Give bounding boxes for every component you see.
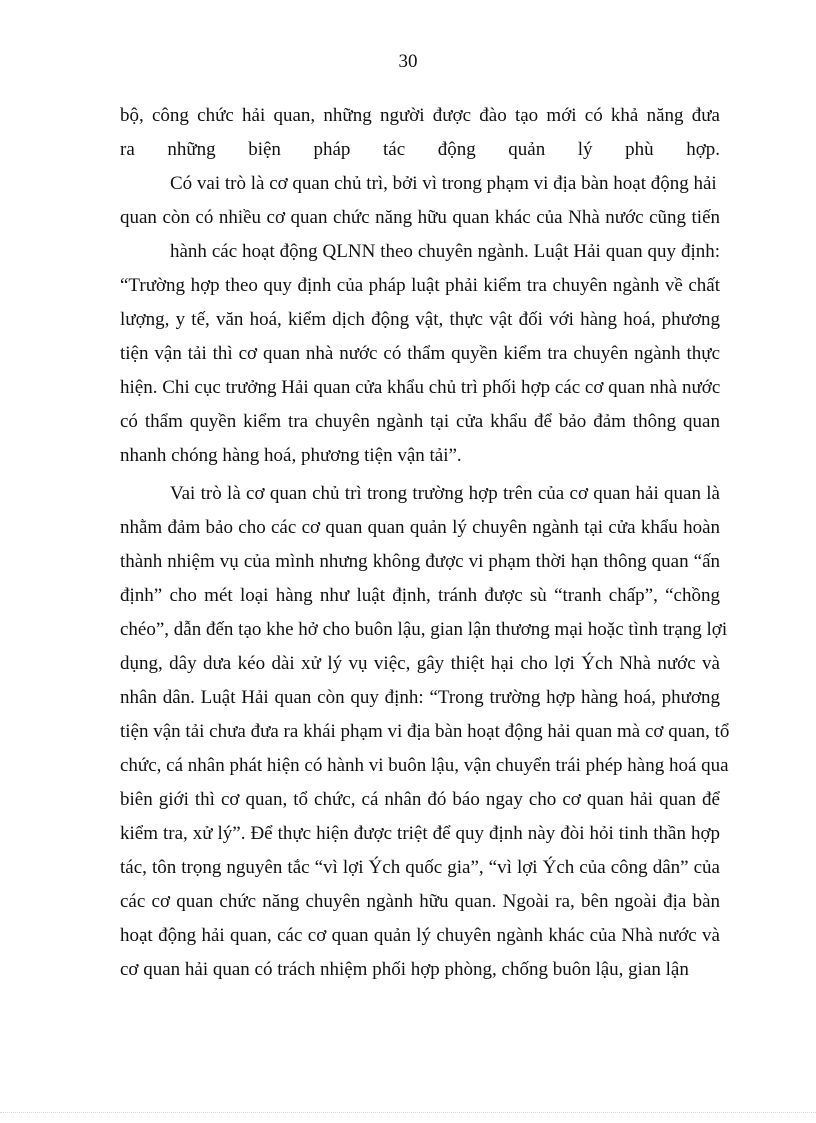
- text-line: Vai trò là cơ quan chủ trì trong trường hợp trên của cơ quan hải quan là: [170, 483, 720, 504]
- text-line: hành các hoạt động QLNN theo chuyên ngành. Luật Hải quan quy định:: [170, 241, 720, 262]
- text-line: nhân dân. Luật Hải quan còn quy định: “Trong trường hợp hàng hoá, phương: [120, 687, 720, 708]
- text-line: cơ quan hải quan có trách nhiệm phối hợp phòng, chống buôn lậu, gian lận: [120, 959, 689, 980]
- text-line: hiện. Chi cục trưởng Hải quan cửa khẩu chủ trì phối hợp các cơ quan nhà nước: [120, 377, 721, 398]
- text-line: lượng, y tế, văn hoá, kiểm dịch động vật, thực vật đối với hàng hoá, phương: [120, 309, 720, 330]
- page-number: 30: [398, 51, 418, 72]
- text-line: dụng, dây dưa kéo dài xử lý vụ việc, gây thiệt hại cho lợi Ých Nhà nước và: [120, 653, 720, 674]
- body-text: [120, 99, 730, 987]
- text-line: các cơ quan chức năng chuyên ngành hữu quan. Ngoài ra, bên ngoài địa bàn: [120, 891, 720, 912]
- text-line: thành nhiệm vụ của mình nhưng không được vi phạm thời hạn thông quan “ấn: [120, 551, 720, 572]
- text-line: bộ, công chức hải quan, những người được đào tạo mới có khả năng đưa: [120, 105, 720, 126]
- text-line: tiện vận tải thì cơ quan nhà nước có thẩm quyền kiểm tra chuyên ngành thực: [120, 343, 720, 364]
- text-line: có thẩm quyền kiểm tra chuyên ngành tại cửa khẩu để bảo đảm thông quan: [120, 411, 720, 432]
- text-line: hoạt động hải quan, các cơ quan quản lý chuyên ngành khác của Nhà nước và: [120, 925, 720, 946]
- text-line: “Trường hợp theo quy định của pháp luật phải kiểm tra chuyên ngành về chất: [120, 275, 720, 296]
- text-line: tác, tôn trọng nguyên tắc “vì lợi Ých quốc gia”, “vì lợi Ých của công dân” của: [120, 857, 720, 878]
- text-line: tiện vận tải chưa đưa ra khái phạm vi địa bàn hoạt động hải quan mà cơ quan, tổ: [120, 721, 730, 742]
- text-line: Có vai trò là cơ quan chủ trì, bởi vì trong phạm vi địa bàn hoạt động hải: [170, 173, 717, 194]
- text-line: chéo”, dẫn đến tạo khe hở cho buôn lậu, gian lận thương mại hoặc tình trạng lợi: [120, 619, 728, 640]
- text-line: nhằm đảm bảo cho các cơ quan quan quản lý chuyên ngành tại cửa khẩu hoàn: [120, 517, 720, 538]
- text-line: kiểm tra, xử lý”. Để thực hiện được triệt để quy định này đòi hỏi tinh thần hợp: [120, 823, 720, 844]
- text-line: định” cho mét loại hàng như luật định, tránh được sù “tranh chấp”, “chồng: [120, 585, 720, 606]
- text-line: biên giới thì cơ quan, tổ chức, cá nhân đó báo ngay cho cơ quan hải quan để: [120, 789, 720, 810]
- page-bottom-divider: [0, 1112, 816, 1113]
- text-line: chức, cá nhân phát hiện có hành vi buôn lậu, vận chuyển trái phép hàng hoá qua: [120, 755, 729, 776]
- text-line: nhanh chóng hàng hoá, phương tiện vận tải”.: [120, 445, 462, 466]
- text-line: ra những biện pháp tác động quản lý phù hợp.: [120, 139, 720, 160]
- text-line: quan còn có nhiều cơ quan chức năng hữu quan khác của Nhà nước cũng tiến: [120, 207, 720, 228]
